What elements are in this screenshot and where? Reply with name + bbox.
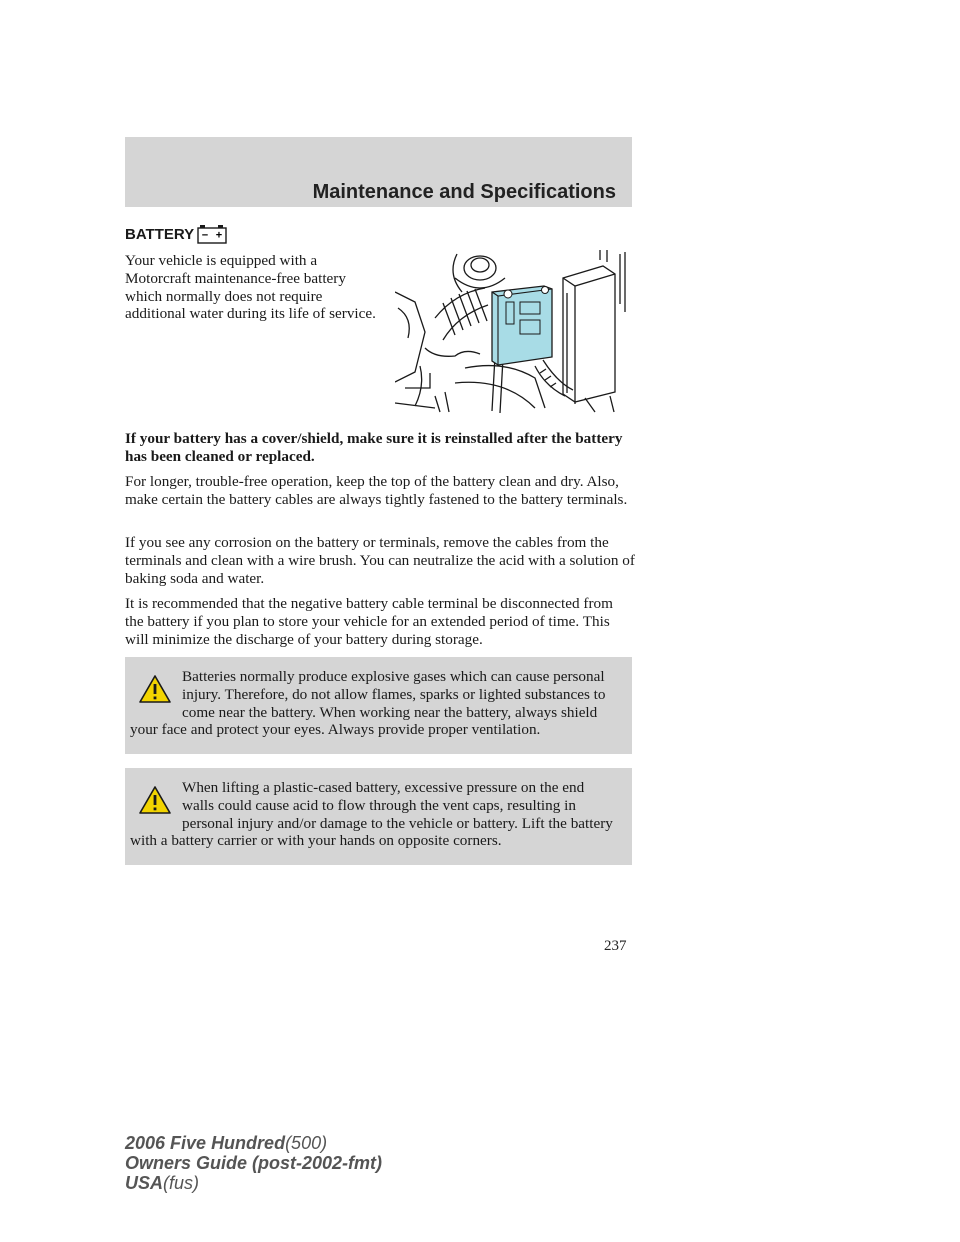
battery-icon — [197, 224, 227, 244]
footer-line-3 — [125, 1173, 382, 1193]
footer-market: USA — [125, 1173, 164, 1193]
footer-line-2 — [125, 1153, 382, 1173]
footer-guide: Owners Guide (post-2002-fmt) — [125, 1153, 383, 1173]
warning-text: Batteries normally produce explosive gases which can cause personal injury. Therefore, do not allow flames, sparks or lighted substances to come near the battery. When working near the battery, always shield your face and protect your eyes. Always provide proper ventilation. — [130, 668, 606, 739]
intro-paragraph: Your vehicle is equipped with a Motorcraft maintenance-free battery which normally does not require additional water during its life of service. — [125, 252, 376, 323]
page-number: 237 — [604, 938, 627, 954]
warning-text: When lifting a plastic-cased battery, excessive pressure on the end walls could cause acid to flow through the vent caps, resulting in personal injury and/or damage to the vehicle or battery. Lift the battery with a battery carrier or with your hands on opposite corners. — [130, 779, 613, 850]
warning-box-explosive-gases — [125, 657, 632, 754]
warning-box-lifting-battery — [125, 768, 632, 865]
footer-line-1 — [125, 1133, 382, 1153]
warning-triangle-icon — [138, 674, 172, 704]
section-title-text: BATTERY — [125, 225, 195, 243]
battery-highlight — [492, 286, 552, 365]
page-header-title: Maintenance and Specifications — [312, 181, 616, 203]
battery-icon-minus: − — [201, 229, 209, 242]
header-band — [125, 137, 632, 207]
battery-icon-plus: + — [215, 229, 223, 242]
body-paragraph: It is recommended that the negative battery cable terminal be disconnected from the battery if you plan to store your vehicle for an extended period of time. This will minimize the discharge of your battery during storage. — [125, 595, 613, 648]
footer-market-code: (fus) — [163, 1173, 200, 1193]
cover-shield-note: If your battery has a cover/shield, make sure it is reinstalled after the battery has been cleaned or replaced. — [125, 430, 623, 465]
footer-model-code: (500) — [285, 1133, 328, 1153]
body-paragraph: If you see any corrosion on the battery or terminals, remove the cables from the terminals and clean with a wire brush. You can neutralize the acid with a solution of baking soda and water. — [125, 534, 635, 587]
warning-triangle-icon — [138, 785, 172, 815]
section-title — [125, 224, 227, 244]
footer-model: 2006 Five Hundred — [125, 1133, 286, 1153]
footer-doc-info — [125, 1133, 382, 1193]
engine-battery-illustration — [395, 248, 633, 413]
body-paragraph: For longer, trouble-free operation, keep the top of the battery clean and dry. Also, make certain the battery cables are always tightly fastened to the battery terminals. — [125, 473, 628, 508]
